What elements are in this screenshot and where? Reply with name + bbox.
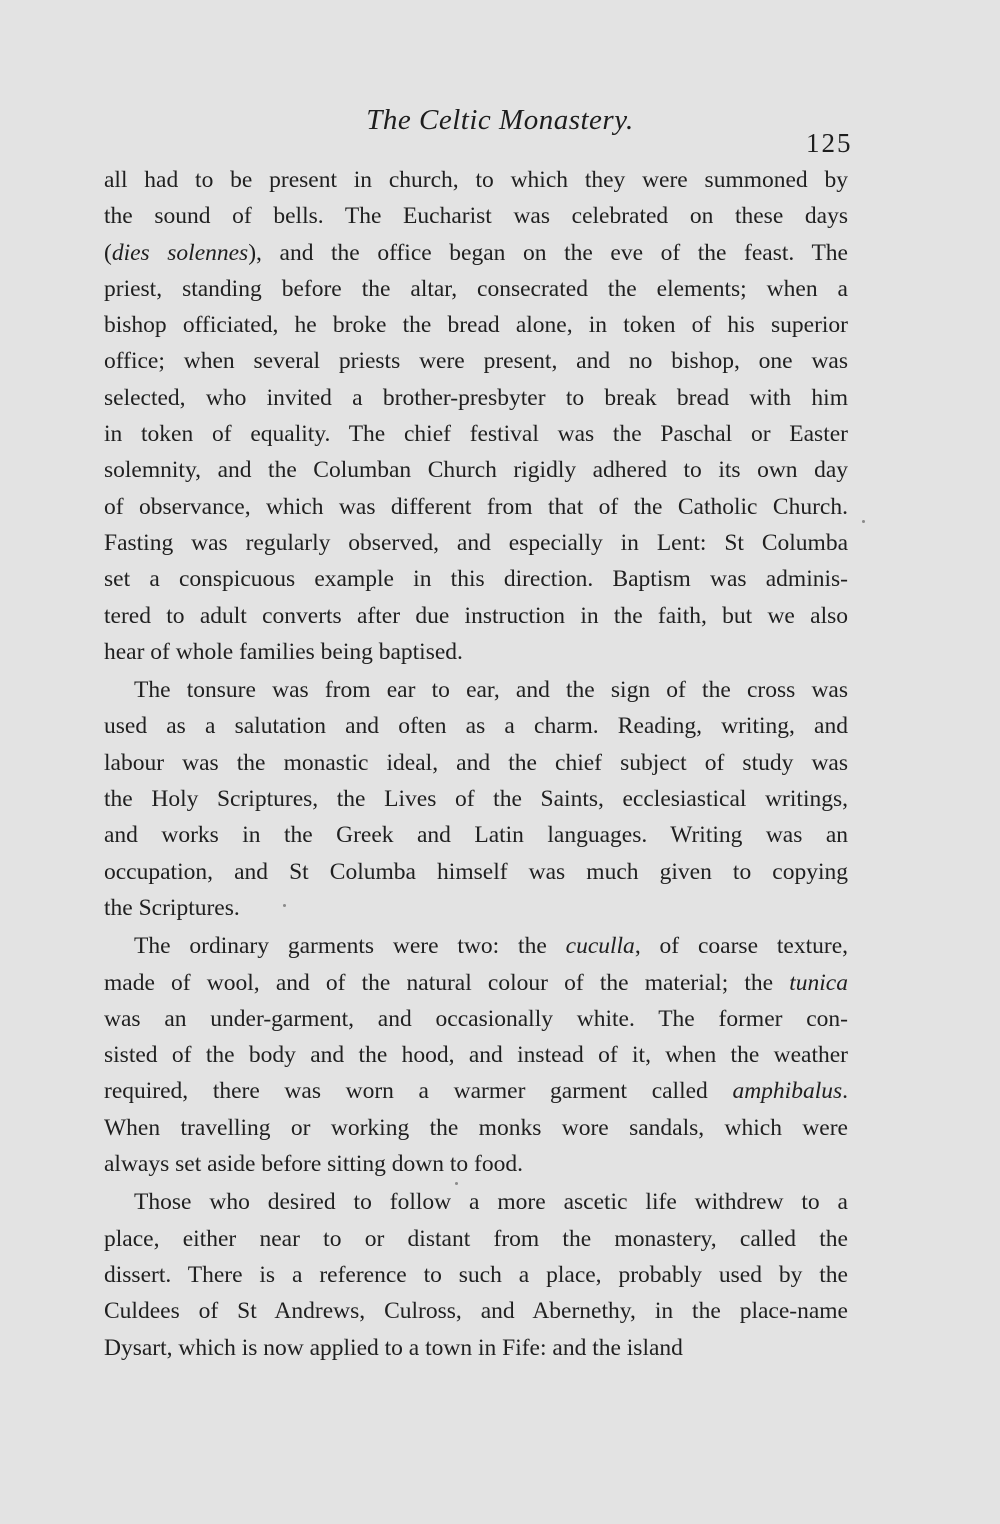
text-line: of observance, which was different from that of the Catholic Church.	[104, 493, 848, 520]
text-line: priest, standing before the altar, consecrated the elements; when a	[104, 275, 848, 302]
text-line: all had to be present in church, to which they were summoned by	[104, 167, 848, 193]
text-line: hear of whole families being baptised.	[104, 638, 463, 665]
text-line: was an under-garment, and occasionally white. The former con-	[104, 1005, 848, 1032]
text-line: used as a salutation and often as a charm. Reading, writing, and	[104, 713, 848, 740]
text-line: Culdees of St Andrews, Culross, and Abernethy, in the place-name	[104, 1298, 848, 1325]
text-line: in token of equality. The chief festival was the Paschal or Easter	[104, 421, 848, 448]
page-number: 125	[806, 128, 853, 158]
text-line: tered to adult converts after due instruction in the faith, but we also	[104, 602, 848, 629]
text-line: When travelling or working the monks wore sandals, which were	[104, 1114, 848, 1141]
running-header-title: The Celtic Monastery.	[366, 104, 634, 136]
text-line: solemnity, and the Columban Church rigidly adhered to its own day	[104, 457, 848, 484]
paragraph	[104, 162, 848, 670]
body-text	[104, 162, 848, 1366]
text-line: dissert. There is a reference to such a place, probably used by the	[104, 1261, 848, 1288]
text-line: sisted of the body and the hood, and instead of it, when the weather	[104, 1042, 848, 1069]
text-line: occupation, and St Columba himself was much given to copying	[104, 858, 848, 885]
text-line: labour was the monastic ideal, and the chief subject of study was	[104, 749, 848, 776]
paragraph	[104, 672, 848, 926]
paper-speck	[455, 1182, 458, 1185]
text-line: Fasting was regularly observed, and especially in Lent: St Columba	[104, 529, 848, 556]
text-line: and works in the Greek and Latin languages. Writing was an	[104, 822, 848, 849]
text-line: place, either near to or distant from the monastery, called the	[104, 1225, 848, 1252]
text-line: Those who desired to follow a more ascetic life withdrew to a	[134, 1189, 848, 1216]
text-line: made of wool, and of the natural colour of the material; the tunica	[104, 969, 848, 996]
text-line: required, there was worn a warmer garment called amphibalus.	[104, 1078, 848, 1105]
text-line: the Scriptures.	[104, 894, 240, 921]
text-line: Dysart, which is now applied to a town in Fife: and the island	[104, 1334, 683, 1361]
text-line: The tonsure was from ear to ear, and the sign of the cross was	[134, 677, 848, 704]
text-line: set a conspicuous example in this direction. Baptism was adminis-	[104, 566, 848, 593]
italic-term: cuculla	[565, 933, 635, 960]
italic-term: dies solennes	[111, 239, 249, 266]
text-line: (dies solennes), and the office began on the eve of the feast. The	[104, 239, 848, 266]
paragraph	[104, 1184, 848, 1365]
italic-term: amphibalus	[732, 1078, 843, 1105]
paper-speck	[862, 520, 865, 523]
text-line: the Holy Scriptures, the Lives of the Saints, ecclesiastical writings,	[104, 786, 848, 813]
italic-term: tunica	[789, 969, 848, 996]
text-line: selected, who invited a brother-presbyter to break bread with him	[104, 384, 848, 411]
text-line: the sound of bells. The Eucharist was celebrated on these days	[104, 203, 848, 230]
text-line: office; when several priests were present, and no bishop, one was	[104, 348, 848, 375]
text-line: The ordinary garments were two: the cuculla, of coarse texture,	[134, 933, 848, 960]
paper-speck	[283, 904, 286, 907]
paragraph	[104, 928, 848, 1182]
text-line: always set aside before sitting down to food.	[104, 1151, 523, 1178]
text-line: bishop officiated, he broke the bread alone, in token of his superior	[104, 312, 848, 339]
